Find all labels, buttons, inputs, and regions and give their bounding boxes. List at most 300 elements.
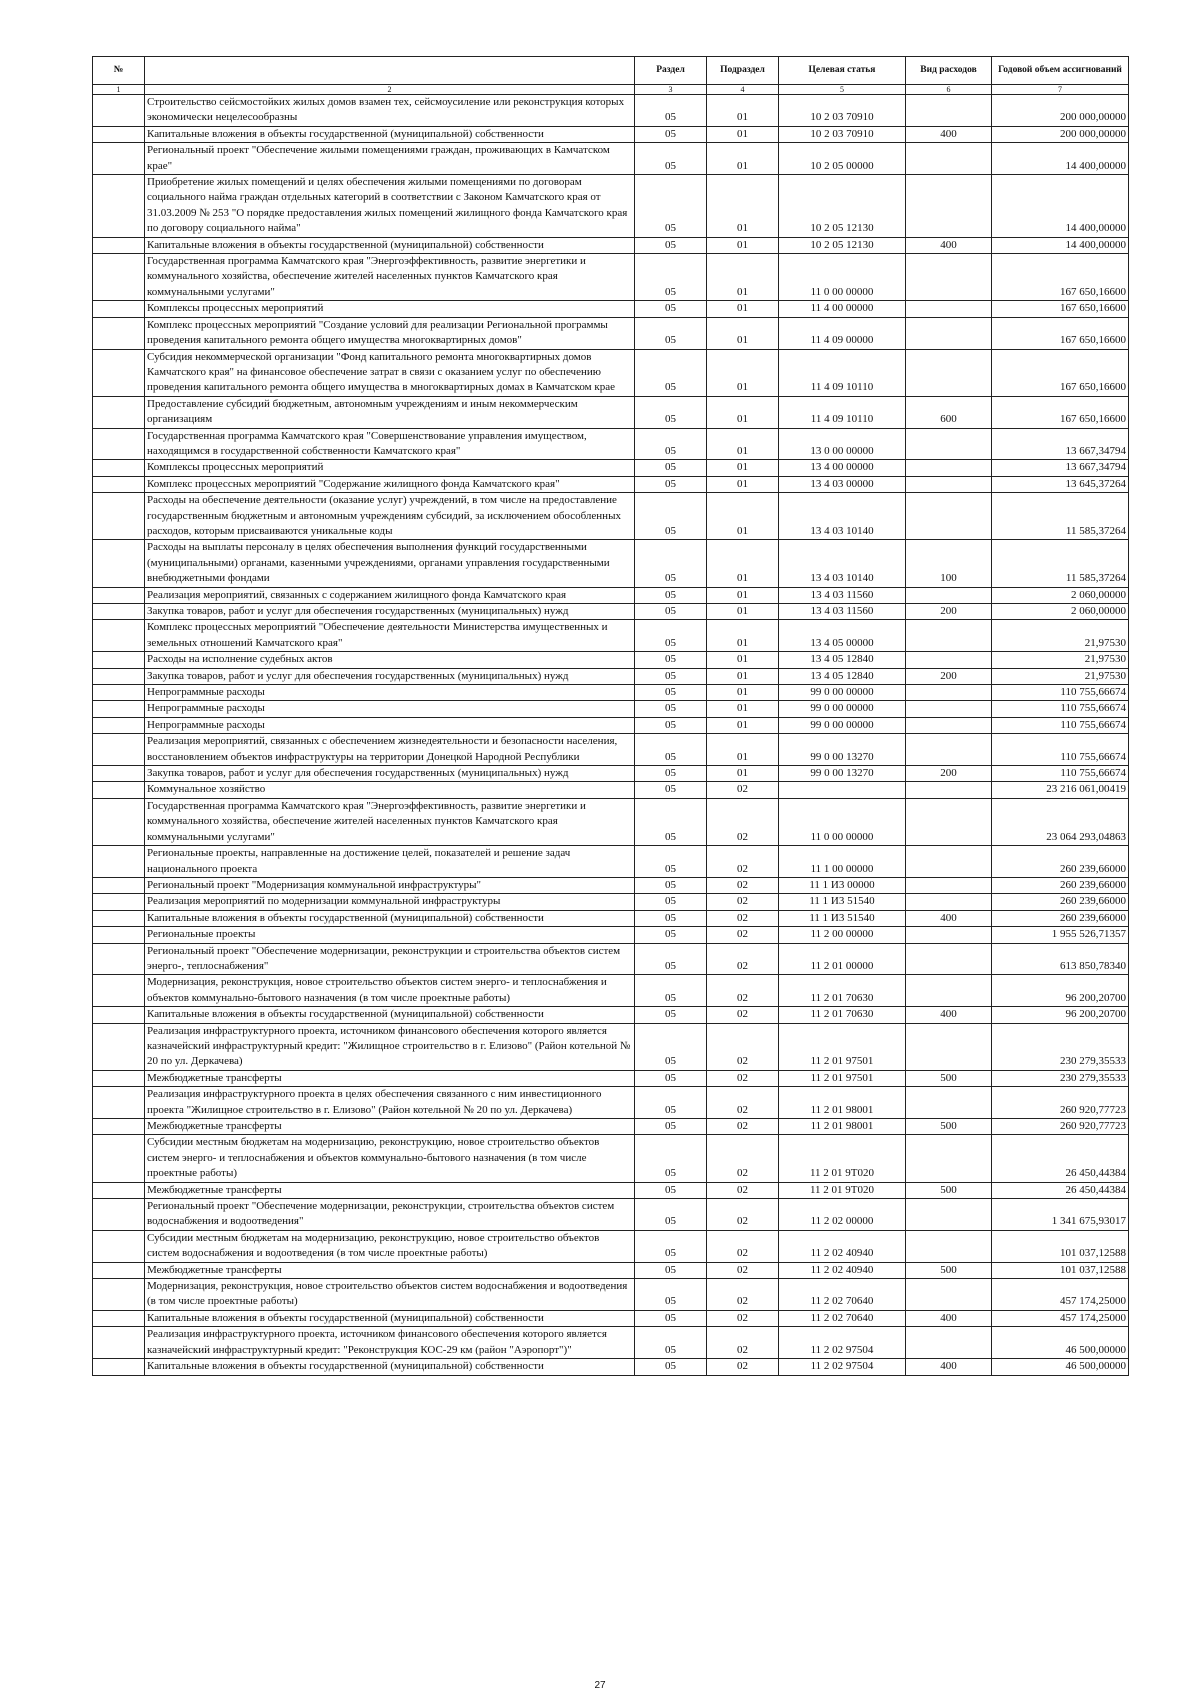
table-row [93,1070,1129,1086]
row-razdel: 05 [635,1007,707,1023]
row-amount: 21,97530 [992,620,1129,652]
table-body [93,95,1129,1376]
row-name: Расходы на исполнение судебных актов [145,652,635,668]
table-row [93,604,1129,620]
row-amount: 230 279,35533 [992,1023,1129,1070]
row-amount: 260 239,66000 [992,894,1129,910]
row-name: Капитальные вложения в объекты государственной (муниципальной) собственности [145,1359,635,1375]
row-number-cell [93,1087,145,1119]
table-row [93,782,1129,798]
row-razdel: 05 [635,476,707,492]
row-number-cell [93,652,145,668]
row-vid [906,254,992,301]
row-name: Закупка товаров, работ и услуг для обеспечения государственных (муниципальных) нужд [145,668,635,684]
row-name: Закупка товаров, работ и услуг для обеспечения государственных (муниципальных) нужд [145,766,635,782]
row-number-cell [93,877,145,893]
row-number-cell [93,1135,145,1182]
row-name: Строительство сейсмостойких жилых домов взамен тех, сейсмоусиление или реконструкция которых экономически нецелесообразны [145,95,635,127]
row-statya: 11 2 02 70640 [779,1279,906,1311]
row-statya: 11 2 01 9Т020 [779,1182,906,1198]
row-name: Непрограммные расходы [145,685,635,701]
row-amount: 96 200,20700 [992,975,1129,1007]
row-number-cell [93,428,145,460]
row-name: Реализация мероприятий, связанных с содержанием жилищного фонда Камчатского края [145,587,635,603]
row-vid: 400 [906,910,992,926]
row-statya: 13 0 00 00000 [779,428,906,460]
table-row [93,1007,1129,1023]
row-podrazdel: 02 [707,798,779,845]
row-name: Расходы на выплаты персоналу в целях обеспечения выполнения функций государственными (муниципальными) органами, казенными учреждениями, органами управления государственными внебюджетными фондами [145,540,635,587]
row-number-cell [93,143,145,175]
row-statya: 11 4 00 00000 [779,301,906,317]
row-number-cell [93,95,145,127]
row-podrazdel: 02 [707,975,779,1007]
row-number-cell [93,975,145,1007]
row-name: Региональный проект "Обеспечение модернизации, реконструкции, строительства объектов систем водоснабжения и водоотведения" [145,1199,635,1231]
table-row [93,460,1129,476]
row-razdel: 05 [635,460,707,476]
row-razdel: 05 [635,652,707,668]
row-amount: 46 500,00000 [992,1327,1129,1359]
row-razdel: 05 [635,175,707,238]
row-podrazdel: 02 [707,1007,779,1023]
row-statya: 11 4 09 00000 [779,317,906,349]
table-row [93,317,1129,349]
row-statya: 13 4 05 00000 [779,620,906,652]
row-razdel: 05 [635,1359,707,1375]
row-podrazdel: 01 [707,652,779,668]
row-razdel: 05 [635,143,707,175]
row-razdel: 05 [635,1119,707,1135]
row-vid [906,175,992,238]
row-name: Межбюджетные трансферты [145,1070,635,1086]
row-amount: 14 400,00000 [992,143,1129,175]
row-name: Межбюджетные трансферты [145,1119,635,1135]
page-number: 27 [594,1680,606,1691]
row-razdel: 05 [635,604,707,620]
row-name: Региональный проект "Обеспечение модернизации, реконструкции и строительства объектов систем энерго-, теплоснабжения" [145,943,635,975]
row-vid: 500 [906,1262,992,1278]
row-vid: 400 [906,1007,992,1023]
row-razdel: 05 [635,428,707,460]
row-name: Коммунальное хозяйство [145,782,635,798]
row-statya: 99 0 00 13270 [779,734,906,766]
row-vid [906,493,992,540]
row-podrazdel: 01 [707,734,779,766]
row-number-cell [93,910,145,926]
row-statya: 13 4 05 12840 [779,652,906,668]
row-podrazdel: 02 [707,1359,779,1375]
row-razdel: 05 [635,237,707,253]
row-amount: 13 667,34794 [992,460,1129,476]
row-statya: 11 2 02 40940 [779,1262,906,1278]
row-amount: 14 400,00000 [992,175,1129,238]
row-name: Реализация инфраструктурного проекта, источником финансового обеспечения которого является казначейский инфраструктурный кредит: "Реконструкция КОС-29 км (район "Аэропорт")" [145,1327,635,1359]
row-amount: 11 585,37264 [992,493,1129,540]
row-statya: 11 2 02 00000 [779,1199,906,1231]
table-row [93,95,1129,127]
row-vid [906,652,992,668]
row-name: Капитальные вложения в объекты государственной (муниципальной) собственности [145,1310,635,1326]
row-amount: 23 064 293,04863 [992,798,1129,845]
row-amount: 260 239,66000 [992,877,1129,893]
row-statya: 11 1 И3 00000 [779,877,906,893]
row-statya: 11 2 01 97501 [779,1023,906,1070]
table-row [93,493,1129,540]
row-podrazdel: 02 [707,1119,779,1135]
row-amount: 1 955 526,71357 [992,927,1129,943]
column-number: 7 [992,85,1129,95]
row-razdel: 05 [635,910,707,926]
table-row [93,1279,1129,1311]
row-amount: 13 667,34794 [992,428,1129,460]
row-statya: 11 2 02 97504 [779,1359,906,1375]
row-number-cell [93,587,145,603]
row-statya [779,782,906,798]
row-name: Комплекс процессных мероприятий "Содержание жилищного фонда Камчатского края" [145,476,635,492]
table-row [93,668,1129,684]
column-number: 5 [779,85,906,95]
row-podrazdel: 01 [707,685,779,701]
header-statya: Целевая статья [779,57,906,85]
row-name: Субсидия некоммерческой организации "Фонд капитального ремонта многоквартирных домов Камчатского края" на финансовое обеспечение затрат в связи с оказанием услуг по обеспечению проведения капитального ремонта общего имущества в многоквартирных домах в Камчатском крае [145,349,635,396]
row-razdel: 05 [635,95,707,127]
row-number-cell [93,237,145,253]
row-podrazdel: 01 [707,317,779,349]
row-amount: 110 755,66674 [992,685,1129,701]
row-vid [906,782,992,798]
row-vid [906,460,992,476]
row-razdel: 05 [635,1070,707,1086]
row-number-cell [93,1230,145,1262]
row-amount: 260 239,66000 [992,846,1129,878]
row-statya: 10 2 05 00000 [779,143,906,175]
row-podrazdel: 02 [707,1087,779,1119]
table-row [93,701,1129,717]
row-razdel: 05 [635,620,707,652]
row-razdel: 05 [635,493,707,540]
row-name: Региональный проект "Обеспечение жилыми помещениями граждан, проживающих в Камчатском крае" [145,143,635,175]
row-vid: 200 [906,766,992,782]
column-number-row [93,85,1129,95]
row-name: Реализация мероприятий, связанных с обеспечением жизнедеятельности и безопасности населения, восстановлением объектов инфраструктуры на территории Донецкой Народной Республики [145,734,635,766]
row-statya: 10 2 05 12130 [779,175,906,238]
table-row [93,910,1129,926]
row-razdel: 05 [635,1182,707,1198]
row-amount: 167 650,16600 [992,349,1129,396]
table-row [93,798,1129,845]
row-podrazdel: 01 [707,95,779,127]
row-podrazdel: 02 [707,1310,779,1326]
table-row [93,1310,1129,1326]
budget-table [92,56,1129,1376]
row-razdel: 05 [635,717,707,733]
row-number-cell [93,317,145,349]
row-vid [906,620,992,652]
row-number-cell [93,493,145,540]
table-row [93,877,1129,893]
row-statya: 11 1 И3 51540 [779,910,906,926]
table-row [93,476,1129,492]
row-razdel: 05 [635,396,707,428]
table-row [93,1359,1129,1375]
row-statya: 11 4 09 10110 [779,349,906,396]
row-number-cell [93,396,145,428]
row-podrazdel: 02 [707,894,779,910]
row-podrazdel: 01 [707,349,779,396]
row-number-cell [93,1199,145,1231]
row-number-cell [93,717,145,733]
table-row [93,1023,1129,1070]
row-podrazdel: 01 [707,604,779,620]
row-vid [906,734,992,766]
row-vid [906,301,992,317]
row-statya: 11 2 01 98001 [779,1119,906,1135]
row-number-cell [93,540,145,587]
row-razdel: 05 [635,254,707,301]
table-row [93,349,1129,396]
header-podrazdel: Подраздел [707,57,779,85]
column-number: 2 [145,85,635,95]
row-razdel: 05 [635,1023,707,1070]
row-amount: 613 850,78340 [992,943,1129,975]
row-amount: 260 920,77723 [992,1087,1129,1119]
row-amount: 260 239,66000 [992,910,1129,926]
row-podrazdel: 01 [707,237,779,253]
table-row [93,943,1129,975]
row-razdel: 05 [635,1230,707,1262]
row-vid [906,1230,992,1262]
header-row [93,57,1129,85]
row-podrazdel: 02 [707,1279,779,1311]
row-razdel: 05 [635,701,707,717]
table-row [93,1182,1129,1198]
row-amount: 101 037,12588 [992,1230,1129,1262]
table-row [93,1119,1129,1135]
row-statya: 99 0 00 00000 [779,685,906,701]
row-podrazdel: 02 [707,877,779,893]
row-statya: 11 2 00 00000 [779,927,906,943]
row-razdel: 05 [635,782,707,798]
row-razdel: 05 [635,685,707,701]
row-number-cell [93,766,145,782]
row-vid [906,927,992,943]
row-razdel: 05 [635,846,707,878]
row-name: Непрограммные расходы [145,717,635,733]
row-statya: 10 2 05 12130 [779,237,906,253]
row-name: Расходы на обеспечение деятельности (оказание услуг) учреждений, в том числе на предоставление государственным бюджетным и автономным учреждениям субсидий, за исключением обособленных расходов, которым присваиваются уникальные коды [145,493,635,540]
row-name: Региональные проекты [145,927,635,943]
row-name: Субсидии местным бюджетам на модернизацию, реконструкцию, новое строительство объектов систем водоснабжения и водоотведения (в том числе проектные работы) [145,1230,635,1262]
row-vid: 400 [906,237,992,253]
row-name: Капитальные вложения в объекты государственной (муниципальной) собственности [145,1007,635,1023]
header-obem: Годовой объем ассигнований [992,57,1129,85]
row-statya: 13 4 00 00000 [779,460,906,476]
row-number-cell [93,126,145,142]
table-row [93,301,1129,317]
table-row [93,1262,1129,1278]
row-vid: 500 [906,1070,992,1086]
column-number: 3 [635,85,707,95]
table-row [93,175,1129,238]
row-amount: 11 585,37264 [992,540,1129,587]
table-row [93,254,1129,301]
row-number-cell [93,927,145,943]
table-row [93,1199,1129,1231]
row-name: Комплекс процессных мероприятий "Обеспечение деятельности Министерства имущественных и земельных отношений Камчатского края" [145,620,635,652]
row-amount: 2 060,00000 [992,604,1129,620]
row-amount: 110 755,66674 [992,717,1129,733]
row-razdel: 05 [635,301,707,317]
row-name: Государственная программа Камчатского края "Энергоэффективность, развитие энергетики и коммунального хозяйства, обеспечение жителей населенных пунктов Камчатского края коммунальными услугами" [145,798,635,845]
row-podrazdel: 02 [707,943,779,975]
row-razdel: 05 [635,1262,707,1278]
row-vid [906,1135,992,1182]
row-podrazdel: 02 [707,1070,779,1086]
row-statya: 99 0 00 00000 [779,701,906,717]
row-razdel: 05 [635,943,707,975]
table-row [93,1230,1129,1262]
row-statya: 13 4 05 12840 [779,668,906,684]
row-podrazdel: 02 [707,1135,779,1182]
header-vid: Вид расходов [906,57,992,85]
row-statya: 11 2 02 40940 [779,1230,906,1262]
row-number-cell [93,1007,145,1023]
row-vid [906,717,992,733]
row-name: Межбюджетные трансферты [145,1262,635,1278]
row-name: Закупка товаров, работ и услуг для обеспечения государственных (муниципальных) нужд [145,604,635,620]
row-number-cell [93,604,145,620]
table-row [93,717,1129,733]
budget-sheet [92,56,1128,1376]
row-vid [906,877,992,893]
row-razdel: 05 [635,668,707,684]
row-statya: 13 4 03 00000 [779,476,906,492]
row-razdel: 05 [635,1135,707,1182]
table-row [93,734,1129,766]
row-amount: 200 000,00000 [992,126,1129,142]
row-name: Капитальные вложения в объекты государственной (муниципальной) собственности [145,910,635,926]
row-amount: 167 650,16600 [992,317,1129,349]
row-name: Реализация мероприятий по модернизации коммунальной инфраструктуры [145,894,635,910]
row-razdel: 05 [635,126,707,142]
table-row [93,846,1129,878]
row-amount: 23 216 061,00419 [992,782,1129,798]
row-name: Капитальные вложения в объекты государственной (муниципальной) собственности [145,126,635,142]
row-razdel: 05 [635,1087,707,1119]
row-razdel: 05 [635,587,707,603]
row-podrazdel: 01 [707,175,779,238]
row-vid [906,1023,992,1070]
row-vid [906,1087,992,1119]
row-vid: 100 [906,540,992,587]
row-vid [906,943,992,975]
table-row [93,587,1129,603]
row-statya: 11 2 01 9Т020 [779,1135,906,1182]
table-row [93,620,1129,652]
row-statya: 11 1 И3 51540 [779,894,906,910]
row-amount: 101 037,12588 [992,1262,1129,1278]
row-number-cell [93,943,145,975]
row-amount: 110 755,66674 [992,701,1129,717]
row-amount: 110 755,66674 [992,734,1129,766]
row-number-cell [93,1310,145,1326]
row-number-cell [93,620,145,652]
table-row [93,1135,1129,1182]
row-statya: 11 2 01 70630 [779,975,906,1007]
row-amount: 21,97530 [992,668,1129,684]
row-vid [906,846,992,878]
row-name: Комплексы процессных мероприятий [145,460,635,476]
row-number-cell [93,701,145,717]
row-vid [906,428,992,460]
table-row [93,927,1129,943]
row-number-cell [93,1359,145,1375]
row-razdel: 05 [635,1310,707,1326]
row-vid [906,1199,992,1231]
row-number-cell [93,846,145,878]
table-row [93,766,1129,782]
row-vid: 600 [906,396,992,428]
row-name: Комплекс процессных мероприятий "Создание условий для реализации Региональной программы проведения капитального ремонта общего имущества многоквартирных домов" [145,317,635,349]
row-razdel: 05 [635,540,707,587]
table-row [93,396,1129,428]
row-amount: 110 755,66674 [992,766,1129,782]
row-name: Модернизация, реконструкция, новое строительство объектов систем энерго- и теплоснабжения и объектов коммунально-бытового назначения (в том числе проектные работы) [145,975,635,1007]
row-amount: 26 450,44384 [992,1182,1129,1198]
row-vid [906,1327,992,1359]
row-podrazdel: 01 [707,587,779,603]
row-vid: 400 [906,1310,992,1326]
row-statya: 11 4 09 10110 [779,396,906,428]
row-number-cell [93,175,145,238]
header-name [145,57,635,85]
row-number-cell [93,1262,145,1278]
row-podrazdel: 01 [707,396,779,428]
row-name: Региональные проекты, направленные на достижение целей, показателей и решение задач национального проекта [145,846,635,878]
column-number: 4 [707,85,779,95]
row-amount: 457 174,25000 [992,1310,1129,1326]
row-vid [906,587,992,603]
row-number-cell [93,668,145,684]
row-podrazdel: 02 [707,846,779,878]
row-razdel: 05 [635,927,707,943]
row-name: Модернизация, реконструкция, новое строительство объектов систем водоснабжения и водоотведения (в том числе проектные работы) [145,1279,635,1311]
row-vid: 400 [906,126,992,142]
row-podrazdel: 02 [707,1262,779,1278]
row-number-cell [93,460,145,476]
row-vid [906,798,992,845]
row-podrazdel: 01 [707,428,779,460]
row-amount: 167 650,16600 [992,301,1129,317]
row-statya: 11 2 01 70630 [779,1007,906,1023]
row-number-cell [93,349,145,396]
row-statya: 13 4 03 10140 [779,493,906,540]
row-amount: 457 174,25000 [992,1279,1129,1311]
row-name: Реализация инфраструктурного проекта, источником финансового обеспечения которого является казначейский инфраструктурный кредит: "Жилищное строительство в г. Елизово" (Район котельной № 20 по ул. Деркачева) [145,1023,635,1070]
row-amount: 230 279,35533 [992,1070,1129,1086]
row-podrazdel: 01 [707,460,779,476]
table-row [93,894,1129,910]
row-name: Приобретение жилых помещений и целях обеспечения жилыми помещениями по договорам социального найма граждан отдельных категорий в соответствии с Законом Камчатского края от 31.03.2009 № 253 "О порядке предоставления жилых помещений жилищного фонда Камчатского края по договору социального найма" [145,175,635,238]
row-number-cell [93,1070,145,1086]
row-podrazdel: 01 [707,540,779,587]
row-vid [906,975,992,1007]
row-number-cell [93,1327,145,1359]
table-row [93,428,1129,460]
row-statya: 11 2 01 97501 [779,1070,906,1086]
row-name: Межбюджетные трансферты [145,1182,635,1198]
